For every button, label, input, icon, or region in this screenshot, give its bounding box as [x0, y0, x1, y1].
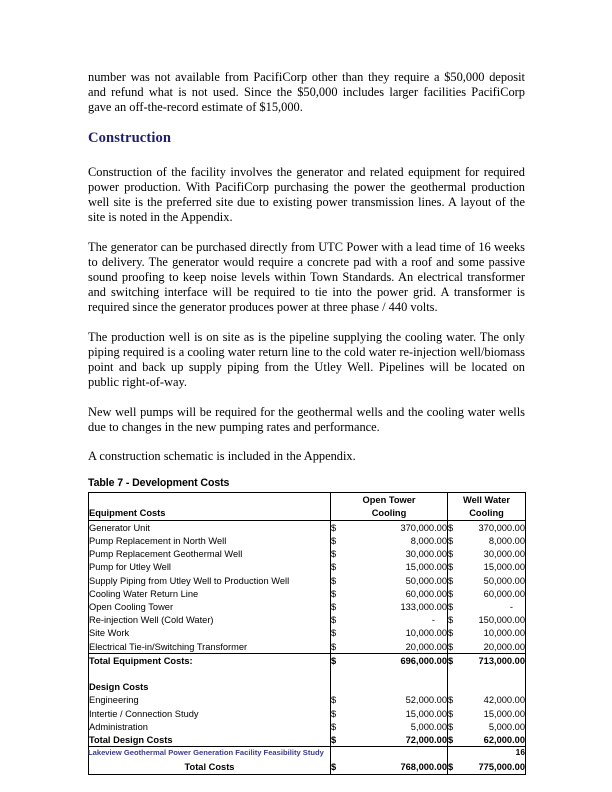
currency-symbol: $: [331, 733, 344, 747]
currency-symbol: $: [448, 733, 461, 747]
currency-symbol: $: [448, 587, 461, 600]
paragraph-production-well: The production well is on site as is the pipeline supplying the cooling water. The only piping required is a cooling water return line to the cold water re-injection well/biomass point and back up supply piping from the Utley Well. Pipelines will be located on public right-of-way.: [88, 329, 525, 389]
currency-symbol: $: [331, 694, 344, 707]
currency-symbol: $: [331, 627, 344, 640]
value-well-water: 15,000.00: [483, 562, 526, 573]
value-well-water: 5,000.00: [488, 721, 526, 732]
currency-symbol: $: [448, 694, 461, 707]
development-costs-table: [88, 492, 526, 775]
row-label: Re-injection Well (Cold Water): [89, 615, 214, 626]
row-label: Supply Piping from Utley Well to Production Well: [89, 575, 290, 586]
row-label: Cooling Water Return Line: [89, 588, 199, 599]
page-number: 16: [515, 747, 525, 757]
table-row: [89, 707, 526, 720]
value-well-water: 42,000.00: [483, 695, 526, 706]
value-open-tower: 8,000.00: [410, 536, 447, 547]
page-content: [88, 70, 525, 775]
currency-symbol: $: [331, 761, 344, 775]
spacer-cell: [448, 667, 461, 680]
row-label: Administration: [89, 721, 148, 732]
row-label: Generator Unit: [89, 522, 150, 533]
value-open-tower: 696,000.00: [400, 655, 447, 666]
spacer-cell: [461, 667, 526, 680]
value-well-water: 60,000.00: [483, 588, 526, 599]
table-row-total-equipment: [89, 654, 526, 668]
value-open-tower: 20,000.00: [344, 640, 448, 654]
currency-symbol: $: [331, 654, 344, 668]
currency-symbol: $: [448, 654, 461, 668]
row-label: Total Design Costs: [89, 733, 331, 747]
paragraph-generator: The generator can be purchased directly from UTC Power with a lead time of 16 weeks to delivery. The generator would require a concrete pad with a roof and some passive sound proofing to keep noise levels within Town Standards. An electrical transformer and switching interface will be required to tie into the power grid. A transformer is required since the generator produces power at three phase / 440 volts.: [88, 239, 525, 315]
table-row: [89, 694, 526, 707]
value-well-water: 15,000.00: [483, 708, 526, 719]
value-open-tower: 50,000.00: [405, 575, 447, 586]
empty-cell: [461, 681, 526, 694]
header-well-water-line1: Well Water: [448, 493, 526, 507]
header-spacer: [89, 493, 331, 507]
table-row: [89, 521, 526, 535]
currency-symbol: $: [448, 761, 461, 775]
spacer-cell: [344, 667, 448, 680]
value-open-tower: 133,000.00: [400, 602, 447, 612]
row-label: Open Cooling Tower: [89, 602, 174, 612]
table-row: [89, 534, 526, 547]
value-open-tower: 72,000.00: [344, 733, 448, 747]
currency-symbol: $: [331, 521, 344, 535]
header-well-water-line2: Cooling: [448, 506, 526, 521]
table-row: [89, 561, 526, 574]
table-row: [89, 640, 526, 654]
value-well-water: 10,000.00: [483, 628, 526, 639]
row-label: Total Costs: [89, 761, 331, 775]
row-label: Total Equipment Costs:: [89, 655, 193, 666]
paragraph-schematic: A construction schematic is included in the Appendix.: [88, 449, 356, 464]
table-row-total-costs: [89, 761, 526, 775]
value-well-water: 775,000.00: [461, 761, 526, 775]
value-open-tower: -: [431, 615, 435, 626]
table-row: [89, 548, 526, 561]
paragraph-construction-overview: Construction of the facility involves the generator and related equipment for required power production. With PacifiCorp purchasing the power the geothermal production well site is the preferred site due to existing power transmission lines. A layout of the site is noted in the Appendix.: [88, 164, 525, 225]
currency-symbol: $: [331, 534, 344, 547]
value-well-water: 50,000.00: [483, 575, 526, 586]
paragraph-well-pumps: New well pumps will be required for the geothermal wells and the cooling water wells due to changes in the new pumping rates and performance.: [88, 404, 525, 434]
currency-symbol: $: [331, 574, 344, 587]
header-open-tower-line2: Cooling: [331, 506, 448, 521]
value-open-tower: 30,000.00: [405, 549, 447, 560]
currency-symbol: $: [331, 640, 344, 654]
currency-symbol: $: [331, 561, 344, 574]
row-label: Engineering: [89, 695, 139, 706]
table-row: [89, 600, 526, 613]
table-row: [89, 720, 526, 733]
currency-symbol: $: [448, 574, 461, 587]
table-caption: Table 7 - Development Costs: [88, 477, 230, 490]
spacer-cell: [331, 667, 344, 680]
table-header-row-1: [89, 493, 526, 507]
continued-paragraph: number was not available from PacifiCorp other than they require a $50,000 deposit and refund what is not used. Since the $50,000 includes larger facilities PacifiCorp gave an off-the-record estimate of $15,000.: [88, 70, 525, 115]
value-open-tower: 370,000.00: [400, 522, 447, 533]
row-label: Pump Replacement Geothermal Well: [89, 549, 243, 560]
empty-cell: [344, 681, 448, 694]
currency-symbol: $: [448, 614, 461, 627]
currency-symbol: $: [448, 534, 461, 547]
table-row-total-design: [89, 733, 526, 747]
currency-symbol: $: [331, 548, 344, 561]
currency-symbol: $: [331, 600, 344, 613]
currency-symbol: $: [448, 627, 461, 640]
table-row: [89, 574, 526, 587]
currency-symbol: $: [331, 614, 344, 627]
empty-cell: [331, 681, 344, 694]
value-well-water: 713,000.00: [478, 655, 526, 666]
currency-symbol: $: [448, 521, 461, 535]
table-subsection-design-costs: [89, 681, 526, 694]
currency-symbol: $: [448, 548, 461, 561]
row-label: Intertie / Connection Study: [89, 708, 199, 719]
header-open-tower-line1: Open Tower: [331, 493, 448, 507]
value-well-water: 8,000.00: [488, 536, 526, 547]
value-well-water: 30,000.00: [483, 549, 526, 560]
table-row: [89, 614, 526, 627]
row-label: Electrical Tie-in/Switching Transformer: [89, 640, 331, 654]
currency-symbol: $: [331, 720, 344, 733]
value-well-water: 20,000.00: [461, 640, 526, 654]
value-open-tower: 768,000.00: [344, 761, 448, 775]
table-row: [89, 587, 526, 600]
value-well-water: 150,000.00: [478, 615, 526, 626]
spacer-cell: [89, 667, 331, 680]
currency-symbol: $: [331, 707, 344, 720]
value-well-water: -: [509, 602, 514, 612]
currency-symbol: $: [448, 707, 461, 720]
subsection-label: Design Costs: [89, 682, 149, 693]
value-well-water: 370,000.00: [478, 522, 526, 533]
value-open-tower: 52,000.00: [405, 695, 447, 706]
row-label: Pump Replacement in North Well: [89, 536, 227, 547]
currency-symbol: $: [448, 720, 461, 733]
currency-symbol: $: [448, 600, 461, 613]
currency-symbol: $: [448, 640, 461, 654]
value-open-tower: 5,000.00: [410, 721, 447, 732]
row-label: Site Work: [89, 628, 130, 639]
table-row: [89, 627, 526, 640]
value-open-tower: 15,000.00: [405, 562, 447, 573]
table-header-row-2: [89, 506, 526, 521]
currency-symbol: $: [331, 587, 344, 600]
empty-cell: [448, 681, 461, 694]
value-open-tower: 10,000.00: [405, 628, 447, 639]
header-equipment-costs: Equipment Costs: [89, 506, 331, 521]
row-label: Pump for Utley Well: [89, 562, 171, 573]
section-heading-construction: Construction: [88, 129, 172, 146]
value-open-tower: 60,000.00: [405, 588, 447, 599]
table-spacer-row: [89, 667, 526, 680]
page-footer: [88, 747, 525, 757]
value-open-tower: 15,000.00: [405, 708, 447, 719]
footer-title: Lakeview Geothermal Power Generation Facility Feasibility Study: [88, 748, 324, 757]
value-well-water: 62,000.00: [461, 733, 526, 747]
currency-symbol: $: [448, 561, 461, 574]
